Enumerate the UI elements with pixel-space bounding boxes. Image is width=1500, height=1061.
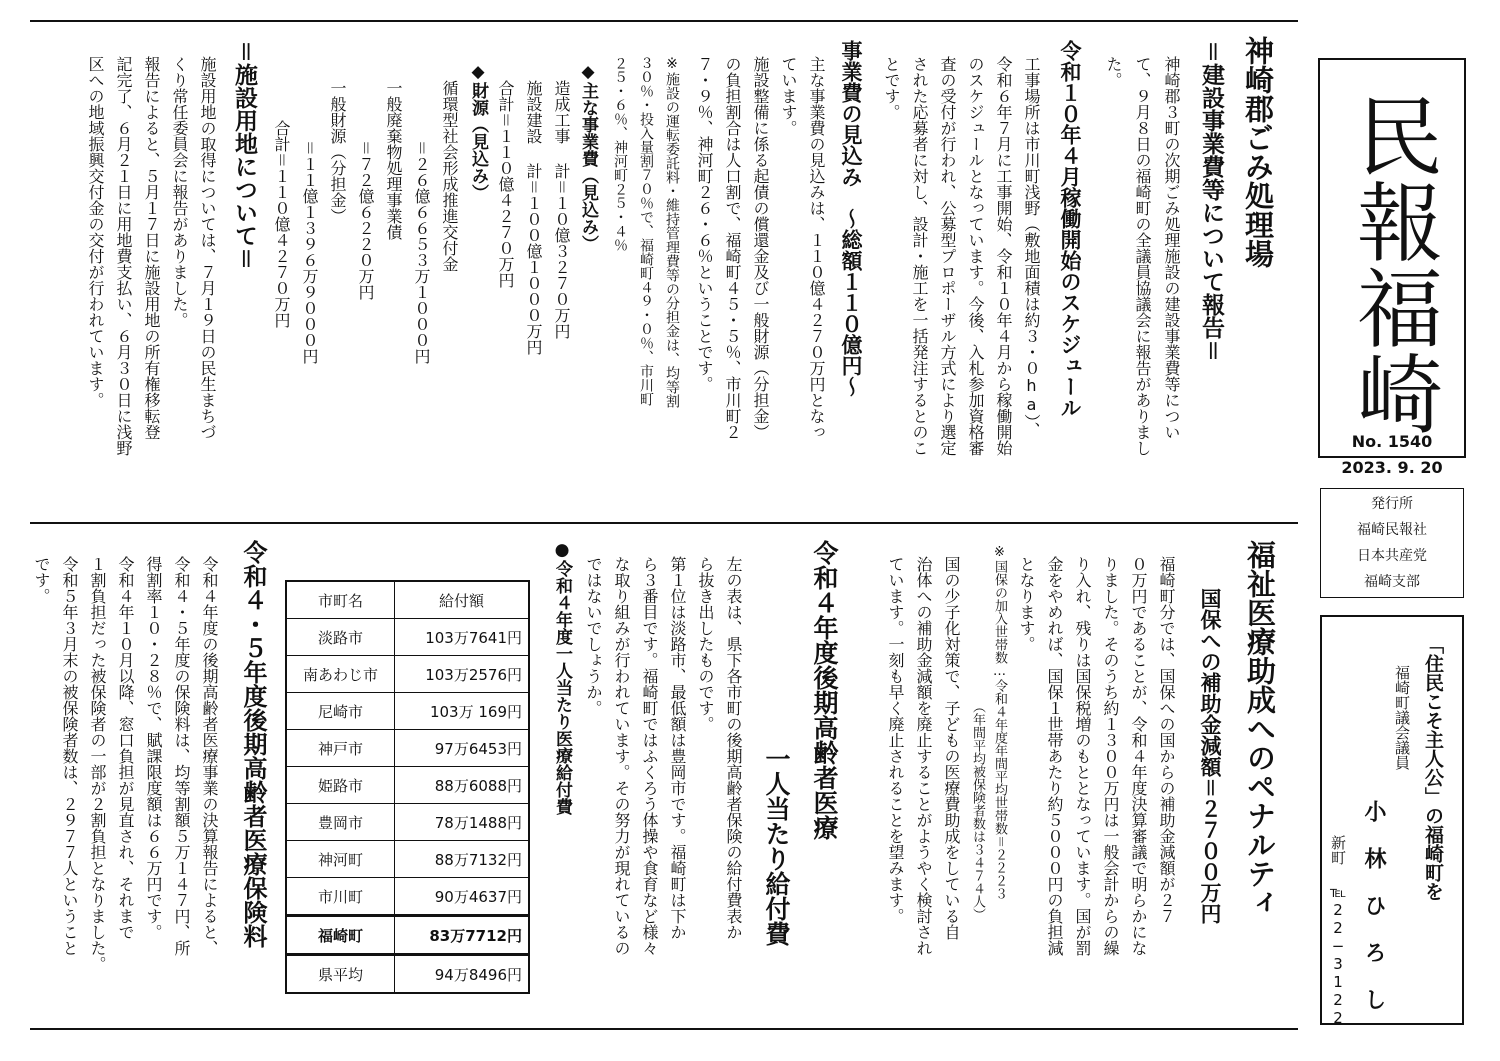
article2-line: 福崎町分では、国保への国からの補助金減額が２７ — [1157, 556, 1176, 924]
table-header-municipality: 市町名 — [286, 581, 395, 619]
issue-date: 2023. 9. 20 — [1341, 458, 1443, 477]
bottom-rule — [30, 1028, 1298, 1030]
article2-line: ています。一刻も早く廃止されることを望みます。 — [886, 556, 905, 924]
site-line: 区への地域振興交付金の交付が行われています。 — [86, 56, 105, 408]
site-line: 施設用地の取得については、７月１９日の民生まちづ — [198, 56, 217, 440]
table-cell-amount: 83万7712円 — [395, 916, 530, 955]
publisher-branch: 福崎支部 — [1364, 574, 1420, 590]
article4-title: 令和４・５年度後期高齢者医療保険料 — [239, 540, 267, 948]
table-row — [286, 693, 529, 730]
benefit-table — [285, 580, 530, 994]
publisher-party: 日本共産党 — [1357, 548, 1427, 564]
table-row — [286, 656, 529, 693]
article1-intro-line: て、９月８日の福崎町の全議員協議会に報告がありまし — [1133, 56, 1152, 456]
budget-line: ３０％・投入量割７０％で、福崎町４９・０％、市川町 — [638, 56, 654, 406]
article1-funding-heading: ◆財源（見込み） — [468, 62, 488, 201]
funding-line: 一般廃棄物処理事業債 — [384, 80, 403, 240]
ad-slogan: 「住民こそ主人公」の福崎町を — [1422, 635, 1444, 901]
table-row — [286, 878, 529, 916]
article2-line: り入れ、残りは国保税増のもととなっています。国が罰 — [1073, 556, 1092, 956]
table-cell-amount: 103万7641円 — [395, 619, 530, 656]
article3-line: ら３番目です。福崎町ではふくろう体操や食育など様々 — [640, 556, 659, 956]
top-rule — [30, 20, 1298, 22]
table-row — [286, 619, 529, 656]
article4-line: 令和４年１０月以降、窓口負担が見直され、それまで — [116, 556, 135, 940]
funding-line: 合計＝１１０億４２７０万円 — [272, 120, 291, 328]
article1-title: 神崎郡ごみ処理場 — [1241, 36, 1275, 268]
schedule-line: 令和６年７月に工事開始、令和１０年４月から稼働開始 — [994, 56, 1013, 456]
article2-subtitle: 国保への補助金減額＝２７００万円 — [1198, 588, 1222, 924]
article1-site-heading: ＝施設用地について＝ — [231, 40, 257, 270]
table-cell-amount: 97万6453円 — [395, 730, 530, 767]
article4-line: 令和５年３月末の被保険者数は、２９７７人ということ — [60, 556, 79, 956]
table-cell-name: 神戸市 — [286, 730, 395, 767]
table-header-amount: 給付額 — [395, 581, 530, 619]
article2-line: 治体への補助金減額を廃止することがようやく検討され — [914, 556, 933, 956]
article4-line: 令和４・５年度の保険料は、均等割額５万１４７円、所 — [172, 556, 191, 956]
table-cell-name: 福崎町 — [286, 916, 395, 955]
ad-role: 福崎町議会議員 — [1393, 665, 1411, 770]
table-cell-name: 県平均 — [286, 955, 395, 994]
site-line: くり常任委員会に報告がありました。 — [170, 56, 189, 328]
table-cell-amount: 88万7132円 — [395, 841, 530, 878]
budget-line: 主な事業費の見込みは、１１０億４２７０万円となっ — [807, 56, 826, 440]
costs-line: 施設建設 計＝１００億１０００万円 — [524, 80, 543, 355]
table-cell-name: 姫路市 — [286, 767, 395, 804]
funding-line: 一般財源（分担金） — [328, 80, 347, 224]
budget-line: ７・９％、神河町２６・６％ということです。 — [695, 56, 714, 392]
budget-line: 施設整備に係る起債の償還金及び一般財源（分担金） — [751, 56, 770, 440]
article3-line: ではないでしょうか。 — [584, 556, 603, 716]
schedule-line: 工事場所は市川町浅野（敷地面積は約３・０ha）、 — [1022, 56, 1041, 438]
masthead-title: 民報福崎 — [1342, 92, 1442, 436]
article3-line: な取り組みが行われています。その努力が現れているの — [612, 556, 631, 956]
article4-line: １割負担だった被保険者の一部が２割負担となりました。 — [88, 556, 107, 972]
ad-contact: 新町 ℡22−3122 — [1329, 835, 1347, 1027]
article1-intro-line: 神崎郡３町の次期ごみ処理施設の建設事業費等につい — [1162, 56, 1181, 440]
schedule-line: された応募者に対し、設計・施工を一括発注するとのこ — [910, 56, 929, 456]
funding-line: ＝７２億６２２０万円 — [356, 140, 375, 300]
funding-line: 循環型社会形成推進交付金 — [440, 80, 459, 272]
ad-name: 小 林 ひ ろ し — [1361, 800, 1386, 1010]
table-cell-amount: 103万2576円 — [395, 656, 530, 693]
article1-subtitle: ＝建設事業費等について報告＝ — [1198, 40, 1224, 362]
article4-line: です。 — [32, 556, 51, 604]
article1-schedule-heading: 令和１０年４月稼働開始のスケジュール — [1058, 40, 1082, 418]
funding-line: ＝１１億１３９６万９０００円 — [300, 140, 319, 364]
table-cell-name: 市川町 — [286, 878, 395, 916]
publisher-box — [1320, 488, 1464, 598]
article1-budget-heading: 事業費の見込み ～総額１１０億円～ — [839, 40, 863, 397]
table-cell-name: 神河町 — [286, 841, 395, 878]
funding-line: ＝２６億６６５３万１０００円 — [412, 140, 431, 364]
costs-line: 造成工事 計＝１０億３２７０万円 — [552, 80, 571, 339]
schedule-line: 査の受付が行われ、公募型プロポーザル方式により選定 — [938, 56, 957, 456]
budget-line: ※施設の運転委託料・維持管理費等の分担金は、均等割 — [664, 56, 680, 408]
article1-intro-line: た。 — [1104, 56, 1123, 88]
budget-line: ています。 — [779, 56, 798, 136]
table-cell-amount: 94万8496円 — [395, 955, 530, 994]
table-row — [286, 804, 529, 841]
table-cell-amount: 103万 169円 — [395, 693, 530, 730]
table-cell-name: 南あわじ市 — [286, 656, 395, 693]
article3-line: ら抜き出したものです。 — [696, 556, 715, 732]
table-cell-amount: 88万6088円 — [395, 767, 530, 804]
schedule-line: とです。 — [882, 56, 901, 120]
table-row — [286, 841, 529, 878]
article2-note: ※国保の加入世帯数…令和４年度年間平均世帯数＝２２２３ — [992, 545, 1007, 900]
site-line: 報告によると、５月１７日に施設用地の所有権移転登 — [142, 56, 161, 440]
article4-line: 令和４年度の後期高齢者医療事業の決算報告によると、 — [200, 556, 219, 956]
article3-subtitle: 一人当たり給付費 — [762, 746, 791, 946]
table-title: ●令和４年度一人当たり医療給付費 — [552, 540, 572, 815]
article2-line: となります。 — [1017, 556, 1036, 652]
schedule-line: のスケジュールとなっています。今後、入札参加資格審 — [966, 56, 985, 456]
article3-title: 令和４年度後期高齢者医療 — [810, 540, 839, 840]
table-row — [286, 955, 529, 994]
table-row — [286, 730, 529, 767]
budget-line: ２５・６％、神河町２５・４％ — [612, 56, 628, 252]
table-row-highlight — [286, 916, 529, 955]
article3-line: 第１位は淡路市、最低額は豊岡市です。福崎町は下か — [668, 556, 687, 940]
article4-line: 得割率１０・２８％で、賦課限度額は６６万円です。 — [144, 556, 163, 940]
article2-line: ０万円であることが、令和４年度決算審議で明らかにな — [1129, 556, 1148, 956]
site-line: 記完了、６月２１日に用地費支払い、６月３０日に浅野 — [114, 56, 133, 456]
article2-note-sub: （年間平均被保険者数は３４７４人） — [970, 700, 985, 921]
article2-line: 国の少子化対策で、子どもの医療費助成をしている自 — [942, 556, 961, 940]
publisher-name: 福崎民報社 — [1357, 522, 1427, 538]
article2-line: りました。そのうち約１３００万円は一般会計からの繰 — [1101, 556, 1120, 956]
table-cell-name: 尼崎市 — [286, 693, 395, 730]
article1-costs-heading: ◆主な事業費（見込み） — [578, 62, 598, 252]
table-cell-name: 豊岡市 — [286, 804, 395, 841]
article2-title: 福祉医療助成へのペナルティ — [1243, 540, 1277, 917]
article3-line: 左の表は、県下各市町の後期高齢者保険の給付費表か — [724, 556, 743, 940]
issue-number: No. 1540 — [1351, 432, 1433, 451]
table-header-row — [286, 581, 529, 619]
table-cell-amount: 90万4637円 — [395, 878, 530, 916]
table-cell-name: 淡路市 — [286, 619, 395, 656]
table-row — [286, 767, 529, 804]
budget-line: の負担割合は人口割で、福崎町４５・５％、市川町２ — [723, 56, 742, 440]
table-cell-amount: 78万1488円 — [395, 804, 530, 841]
article2-line: 金をやめれば、国保１世帯あたり約５０００円の負担減 — [1045, 556, 1064, 956]
publisher-label: 発行所 — [1371, 496, 1413, 512]
costs-line: 合計＝１１０億４２７０万円 — [496, 80, 515, 288]
middle-rule — [30, 522, 1298, 524]
